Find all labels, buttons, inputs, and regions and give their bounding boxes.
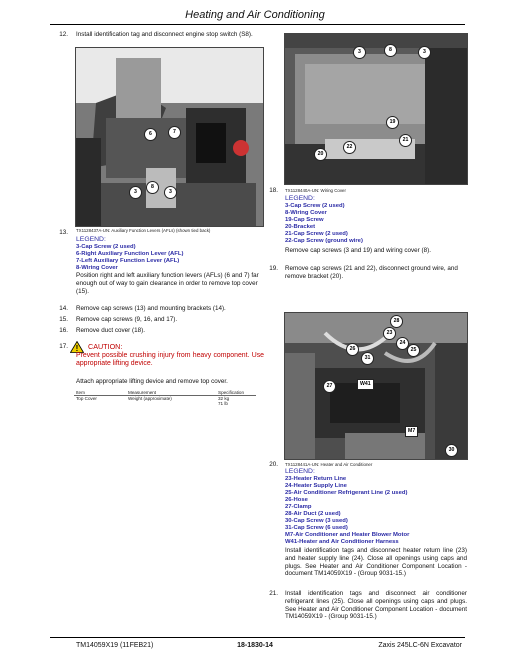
footer-machine-name: Zaxis 245LC-6N Excavator xyxy=(378,642,462,649)
legend-item: 7-Left Auxiliary Function Lever (AFL) xyxy=(76,258,180,264)
callout-24: 24 xyxy=(396,337,409,350)
spec-value-kg: 32 kg xyxy=(218,396,230,401)
step-20-number: 20. xyxy=(269,461,278,468)
legend-item: 23-Heater Return Line xyxy=(285,476,347,482)
legend-item: 22-Cap Screw (ground wire) xyxy=(285,238,363,244)
photo-1-caption: TX1128437A-UN: Auxiliary Function Levers (AFLs) (shown tied back) xyxy=(76,228,211,233)
step-16-text: Remove duct cover (18). xyxy=(76,327,145,334)
callout-7: 7 xyxy=(168,126,181,139)
legend-item: 26-Hose xyxy=(285,497,308,503)
callout-21: 21 xyxy=(399,134,412,147)
legend-item: 8-Wiring Cover xyxy=(76,265,118,271)
callout-30: 30 xyxy=(445,444,458,457)
step-21-number: 21. xyxy=(269,590,278,597)
warning-triangle-icon xyxy=(70,340,84,352)
step-21-text: Install identification tags and disconnect air conditioner refrigerant lines (25). Close all openings using caps and plugs. See Heater and Air Conditioner Component Location - document TM14059X19 - (Group 9031-15.) xyxy=(285,590,467,621)
page-header-title: Heating and Air Conditioning xyxy=(185,9,325,21)
step-17-number: 17. xyxy=(59,343,68,350)
header-rule xyxy=(50,24,465,25)
step-17-text: Attach appropriate lifting device and remove top cover. xyxy=(76,378,228,385)
callout-20: 20 xyxy=(314,148,327,161)
spec-values xyxy=(216,396,256,407)
legend-title-20: LEGEND: xyxy=(285,468,315,475)
spec-header-item: Item xyxy=(74,390,126,396)
spec-item: Top Cover xyxy=(76,396,97,401)
callout-3-right: 3 xyxy=(418,46,431,59)
step-13-number: 13. xyxy=(59,229,68,236)
callout-31: 31 xyxy=(361,352,374,365)
callout-3-left: 3 xyxy=(353,46,366,59)
caution-text: Prevent possible crushing injury from heavy component. Use appropriate lifting device. xyxy=(76,352,264,368)
callout-26: 26 xyxy=(346,343,359,356)
spec-measurement: Weight (approximate) xyxy=(128,396,172,401)
step-14-text: Remove cap screws (13) and mounting brackets (14). xyxy=(76,305,226,312)
legend-title-13: LEGEND: xyxy=(76,236,106,243)
legend-list-13 xyxy=(76,244,266,272)
legend-item: 21-Cap Screw (2 used) xyxy=(285,231,348,237)
step-16-number: 16. xyxy=(59,327,68,334)
footer-page-number: 18-1830-14 xyxy=(237,642,273,649)
photo-3-illustration xyxy=(285,313,467,459)
callout-25-right: 25 xyxy=(407,344,420,357)
callout-19: 19 xyxy=(386,116,399,129)
photo-heater-air-conditioner xyxy=(284,312,468,460)
step-12-number: 12. xyxy=(59,31,68,38)
legend-item: 27-Clamp xyxy=(285,504,312,510)
photo-3-caption: TX1128441A-UN: Heater and Air Conditioner xyxy=(285,462,373,467)
spec-header-measurement: Measurement xyxy=(126,390,216,396)
step-19-text: Remove cap screws (21 and 22), disconnect ground wire, and remove bracket (20). xyxy=(285,265,458,280)
legend-item: 28-Air Duct (2 used) xyxy=(285,511,341,517)
photo-wiring-cover xyxy=(284,33,468,185)
footer-document-id: TM14059X19 (11FEB21) xyxy=(76,642,154,649)
legend-item: 8-Wiring Cover xyxy=(285,210,327,216)
legend-item: W41-Heater and Air Conditioner Harness xyxy=(285,539,399,545)
label-m7: M7 xyxy=(405,426,418,437)
spec-table xyxy=(74,390,256,406)
photo-auxiliary-function-levers xyxy=(75,47,264,227)
step-14-number: 14. xyxy=(59,305,68,312)
step-18-text: Remove cap screws (3 and 19) and wiring cover (8). xyxy=(285,247,431,254)
caution-title: CAUTION: xyxy=(88,342,123,351)
legend-item: 24-Heater Supply Line xyxy=(285,483,347,489)
spec-value-lb: 71 lb xyxy=(218,401,228,406)
step-18-number: 18. xyxy=(269,187,278,194)
legend-item: 30-Cap Screw (3 used) xyxy=(285,518,348,524)
callout-3-right: 3 xyxy=(164,186,177,199)
step-13-text: Position right and left auxiliary function levers (AFLs) (6 and 7) far enough out of way to gain clearance in order to remove top cover (15). xyxy=(76,272,259,295)
legend-item: 31-Cap Screw (6 used) xyxy=(285,525,348,531)
photo-2-illustration xyxy=(285,34,467,184)
callout-23: 23 xyxy=(383,327,396,340)
step-15-number: 15. xyxy=(59,316,68,323)
legend-item: 25-Air Conditioner Refrigerant Line (2 used) xyxy=(285,490,408,496)
legend-item: 6-Right Auxiliary Function Lever (AFL) xyxy=(76,251,184,257)
callout-3-left: 3 xyxy=(129,186,142,199)
callout-27: 27 xyxy=(323,380,336,393)
callout-22: 22 xyxy=(343,141,356,154)
step-20-text: Install identification tags and disconnect heater return line (23) and heater supply line (24). Close all openings using caps and plugs. See Heater and Air Conditioner Component Location - document TM14059X19 - (Group 9031-15.) xyxy=(285,547,467,578)
legend-item: 19-Cap Screw xyxy=(285,217,324,223)
legend-item: 20-Bracket xyxy=(285,224,316,230)
legend-item: M7-Air Conditioner and Heater Blower Motor xyxy=(285,532,410,538)
footer-rule xyxy=(50,637,465,638)
label-w41: W41 xyxy=(357,379,374,390)
step-19-number: 19. xyxy=(269,265,278,272)
callout-8: 8 xyxy=(384,44,397,57)
spec-header-specification: Specification xyxy=(216,390,256,396)
legend-list-20 xyxy=(285,476,467,546)
legend-list-18 xyxy=(285,203,467,245)
legend-title-18: LEGEND: xyxy=(285,195,315,202)
step-15-text: Remove cap screws (9, 16, and 17). xyxy=(76,316,178,323)
callout-6: 6 xyxy=(144,128,157,141)
step-12-text: Install identification tag and disconnect engine stop switch (S8). xyxy=(76,31,253,38)
legend-item: 3-Cap Screw (2 used) xyxy=(76,244,136,250)
callout-8: 8 xyxy=(146,181,159,194)
photo-2-caption: TX1128440A-UN: Wiring Cover xyxy=(285,188,346,193)
svg-text:!: ! xyxy=(75,344,79,353)
legend-item: 3-Cap Screw (2 used) xyxy=(285,203,345,209)
spec-table-row xyxy=(74,396,256,407)
callout-28: 28 xyxy=(390,315,403,328)
